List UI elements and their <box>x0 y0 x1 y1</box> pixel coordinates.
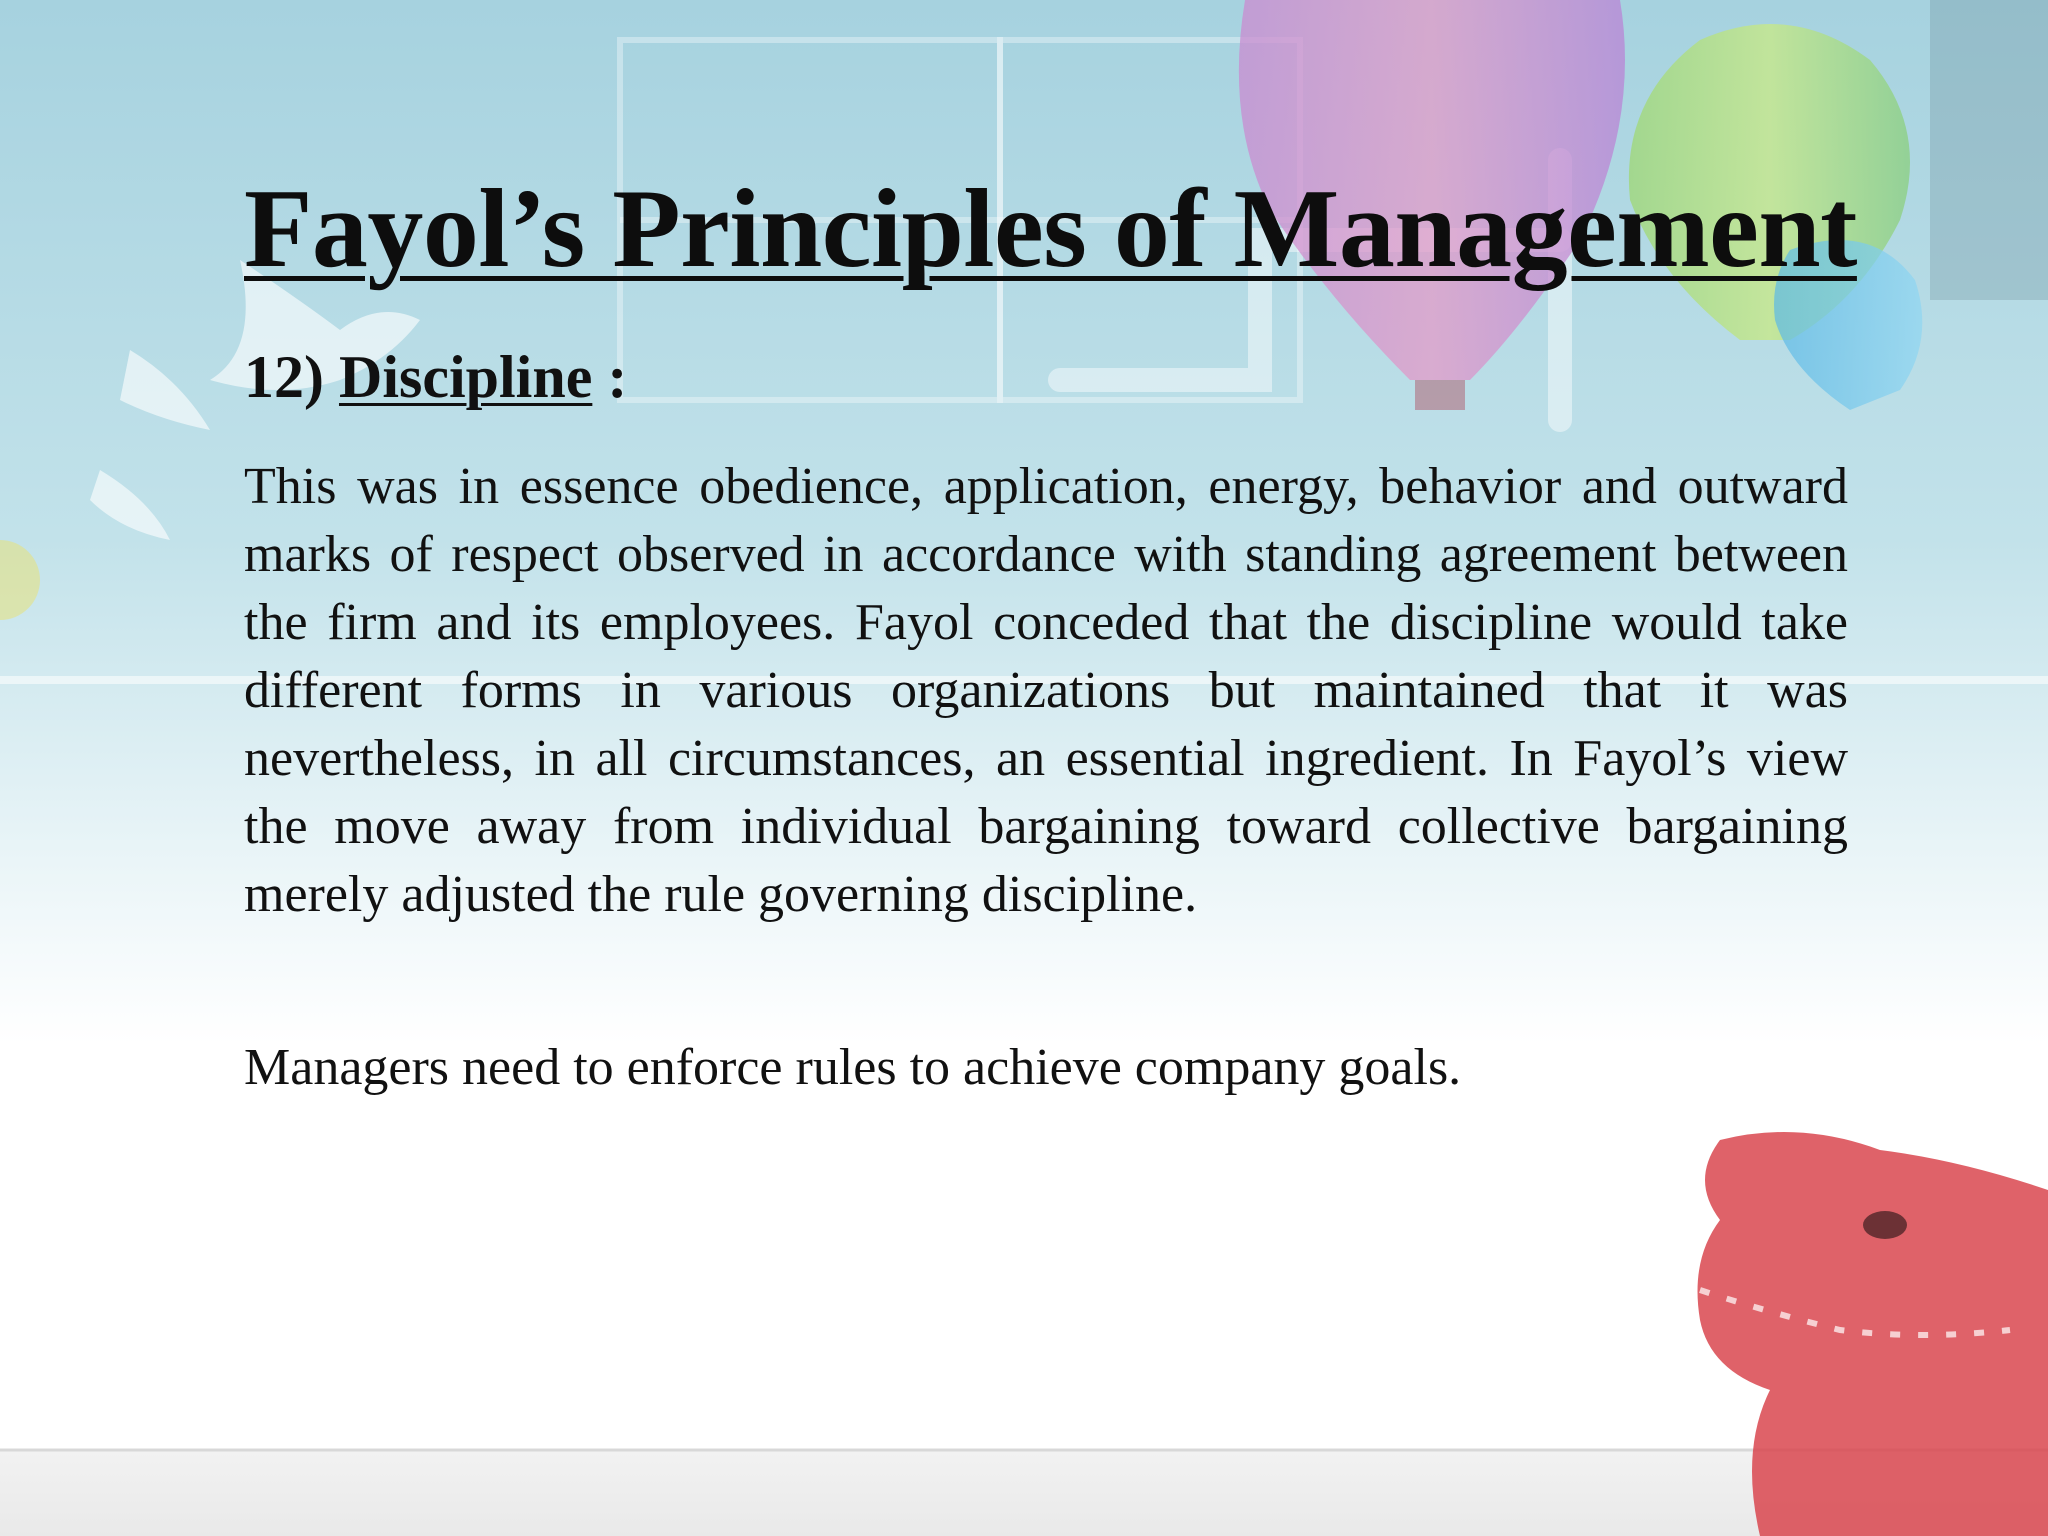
principle-heading <box>244 344 627 410</box>
slide-title: Fayol’s Principles of Management <box>244 167 1857 291</box>
principle-note: Managers need to enforce rules to achieve company goals. <box>244 1039 1462 1096</box>
principle-number: 12) <box>244 344 339 410</box>
principle-description: This was in essence obedience, application, energy, behavior and outward marks of respect observed in accordance with standing agreement between the firm and its employees. Fayol conceded that the discipline would take different forms in various organizations but maintained that it was nevertheless, in all circumstances, an essential ingredient. In Fayol’s view the move away from individual bargaining toward collective bargaining merely adjusted the rule governing discipline. <box>244 458 1848 923</box>
principle-term: Discipline <box>338 344 593 410</box>
principle-suffix: : <box>592 344 628 410</box>
